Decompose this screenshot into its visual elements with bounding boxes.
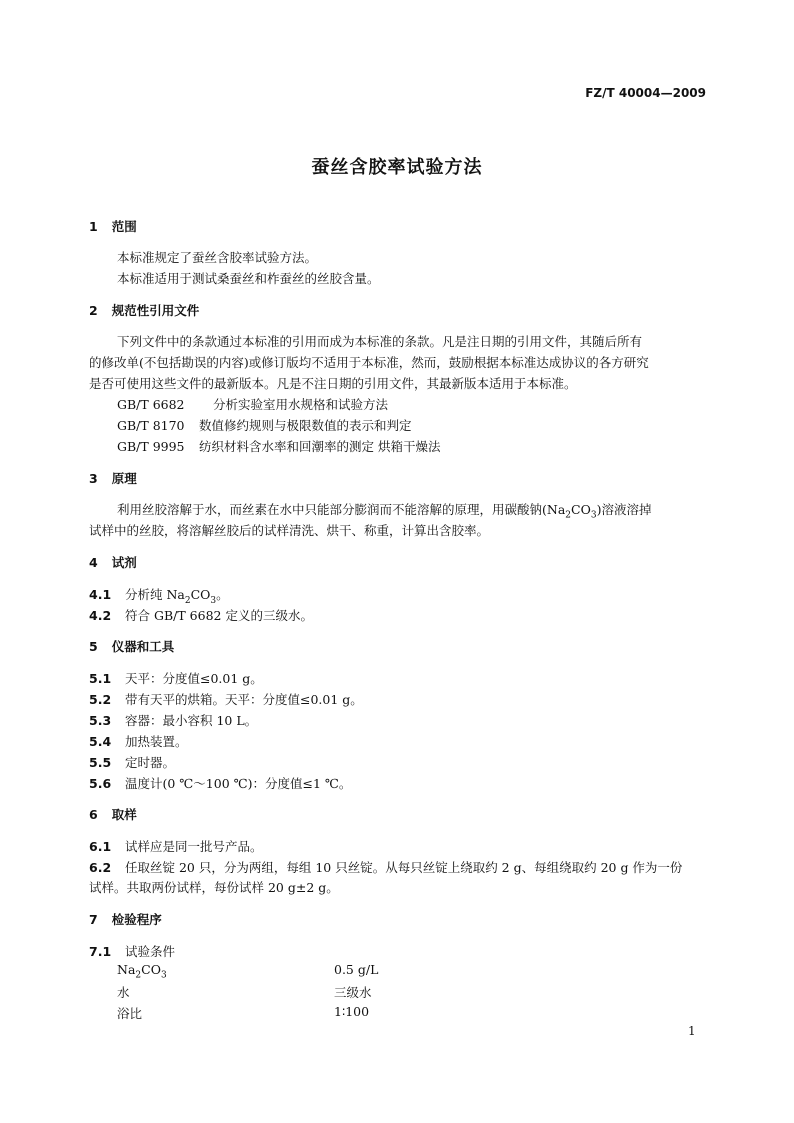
clause-item — [89, 689, 363, 708]
section-2-heading — [89, 301, 199, 319]
clause-text: 带有天平的烘箱。天平：分度值≤0.01 g。 — [125, 692, 363, 707]
subscript: 2 — [184, 596, 191, 607]
clause-number: 4.1 — [89, 587, 112, 602]
reference-item — [117, 416, 412, 434]
clause-number: 6.2 — [89, 860, 112, 875]
text-run: CO — [571, 502, 591, 517]
reference-code: GB/T 6682 — [117, 397, 185, 412]
clause-item — [89, 668, 263, 687]
reference-title: 分析实验室用水规格和试验方法 — [213, 397, 389, 412]
text-run: 利用丝胶溶解于水，而丝素在水中只能部分膨润而不能溶解的原理，用碳酸钠(Na — [117, 502, 566, 517]
paragraph-line — [117, 500, 651, 521]
reference-title: 纺织材料含水率和回潮率的测定 烘箱干燥法 — [199, 439, 441, 454]
section-4-heading — [89, 553, 137, 571]
section-title: 试剂 — [111, 555, 137, 570]
reference-title: 数值修约规则与极限数值的表示和判定 — [199, 418, 412, 433]
clause-number: 4.2 — [89, 608, 112, 623]
paragraph-line: 的修改单(不包括勘误的内容)或修订版均不适用于本标准，然而，鼓励根据本标准达成协议的各方研究 — [89, 355, 649, 370]
section-number: 5 — [89, 639, 98, 654]
clause-number: 5.4 — [89, 734, 112, 749]
section-6-heading — [89, 805, 137, 823]
section-title: 规范性引用文件 — [111, 303, 200, 318]
clause-text: 符合 GB/T 6682 定义的三级水。 — [125, 608, 313, 623]
clause-item — [89, 857, 682, 876]
reference-code: GB/T 9995 — [117, 439, 185, 454]
text-run: )溶液溶掉 — [596, 502, 652, 517]
section-number: 7 — [89, 912, 98, 927]
paragraph-line: 下列文件中的条款通过本标准的引用而成为本标准的条款。凡是注日期的引用文件，其随后所有 — [117, 334, 643, 349]
paragraph-line: 本标准适用于测试桑蚕丝和柞蚕丝的丝胶含量。 — [117, 271, 380, 286]
section-number: 6 — [89, 807, 98, 822]
page-number: 1 — [688, 1024, 696, 1038]
section-number: 2 — [89, 303, 98, 318]
reference-code: GB/T 8170 — [117, 418, 185, 433]
section-number: 3 — [89, 471, 98, 486]
clause-number: 5.6 — [89, 776, 112, 791]
condition-label — [117, 962, 167, 981]
condition-value: 0.5 g/L — [334, 962, 379, 977]
condition-label: 水 — [117, 985, 130, 1000]
clause-text: 加热装置。 — [125, 734, 188, 749]
text-run: 分析纯 Na — [125, 587, 185, 602]
subscript: 3 — [160, 970, 167, 981]
clause-number: 5.5 — [89, 755, 112, 770]
clause-text: 天平：分度值≤0.01 g。 — [125, 671, 263, 686]
clause-text: 任取丝锭 20 只，分为两组，每组 10 只丝锭。从每只丝锭上绕取约 2 g、每组绕取约 20 g 作为一份 — [125, 860, 683, 875]
text-run: 。 — [216, 587, 229, 602]
clause-number: 5.2 — [89, 692, 112, 707]
clause-item — [89, 752, 175, 771]
clause-text: 试验条件 — [125, 944, 176, 959]
condition-value: 三级水 — [334, 985, 372, 1000]
reference-item — [117, 395, 388, 413]
text-run: Na — [117, 962, 136, 977]
standard-number: FZ/T 40004—2009 — [585, 86, 706, 100]
clause-number: 5.1 — [89, 671, 112, 686]
clause-item — [89, 731, 188, 750]
document-title: 蚕丝含胶率试验方法 — [311, 157, 483, 178]
clause-item — [89, 584, 229, 606]
section-3-heading — [89, 469, 137, 487]
clause-number: 5.3 — [89, 713, 112, 728]
section-title: 仪器和工具 — [111, 639, 175, 654]
section-title: 原理 — [111, 471, 137, 486]
paragraph-line: 试样。共取两份试样，每份试样 20 g±2 g。 — [89, 880, 339, 895]
section-title: 范围 — [111, 219, 137, 234]
reference-item — [117, 437, 440, 455]
subscript: 3 — [210, 596, 217, 607]
subscript: 2 — [565, 510, 572, 521]
section-number: 1 — [89, 219, 98, 234]
clause-text: 定时器。 — [125, 755, 176, 770]
clause-item — [89, 605, 313, 624]
section-5-heading — [89, 637, 174, 655]
text-run: CO — [190, 587, 211, 602]
clause-item — [89, 710, 257, 729]
paragraph-line: 本标准规定了蚕丝含胶率试验方法。 — [117, 250, 318, 265]
clause-item — [89, 941, 175, 960]
subscript: 2 — [135, 970, 142, 981]
clause-item — [89, 773, 351, 792]
clause-number: 7.1 — [89, 944, 112, 959]
section-title: 取样 — [111, 807, 137, 822]
clause-text: 容器：最小容积 10 L。 — [125, 713, 258, 728]
subscript: 3 — [590, 510, 597, 521]
paragraph-line: 是否可使用这些文件的最新版本。凡是不注日期的引用文件，其最新版本适用于本标准。 — [89, 376, 577, 391]
paragraph-line: 试样中的丝胶，将溶解丝胶后的试样清洗、烘干、称重，计算出含胶率。 — [89, 523, 490, 538]
clause-number: 6.1 — [89, 839, 112, 854]
condition-label: 浴比 — [117, 1006, 143, 1021]
section-7-heading — [89, 910, 162, 928]
section-number: 4 — [89, 555, 98, 570]
clause-text: 试样应是同一批号产品。 — [125, 839, 263, 854]
section-1-heading — [89, 217, 137, 235]
text-run: CO — [141, 962, 161, 977]
clause-text: 温度计(0 ℃～100 ℃)：分度值≤1 ℃。 — [125, 776, 352, 791]
section-title: 检验程序 — [111, 912, 162, 927]
condition-value: 1∶100 — [334, 1004, 370, 1019]
clause-item — [89, 836, 263, 855]
